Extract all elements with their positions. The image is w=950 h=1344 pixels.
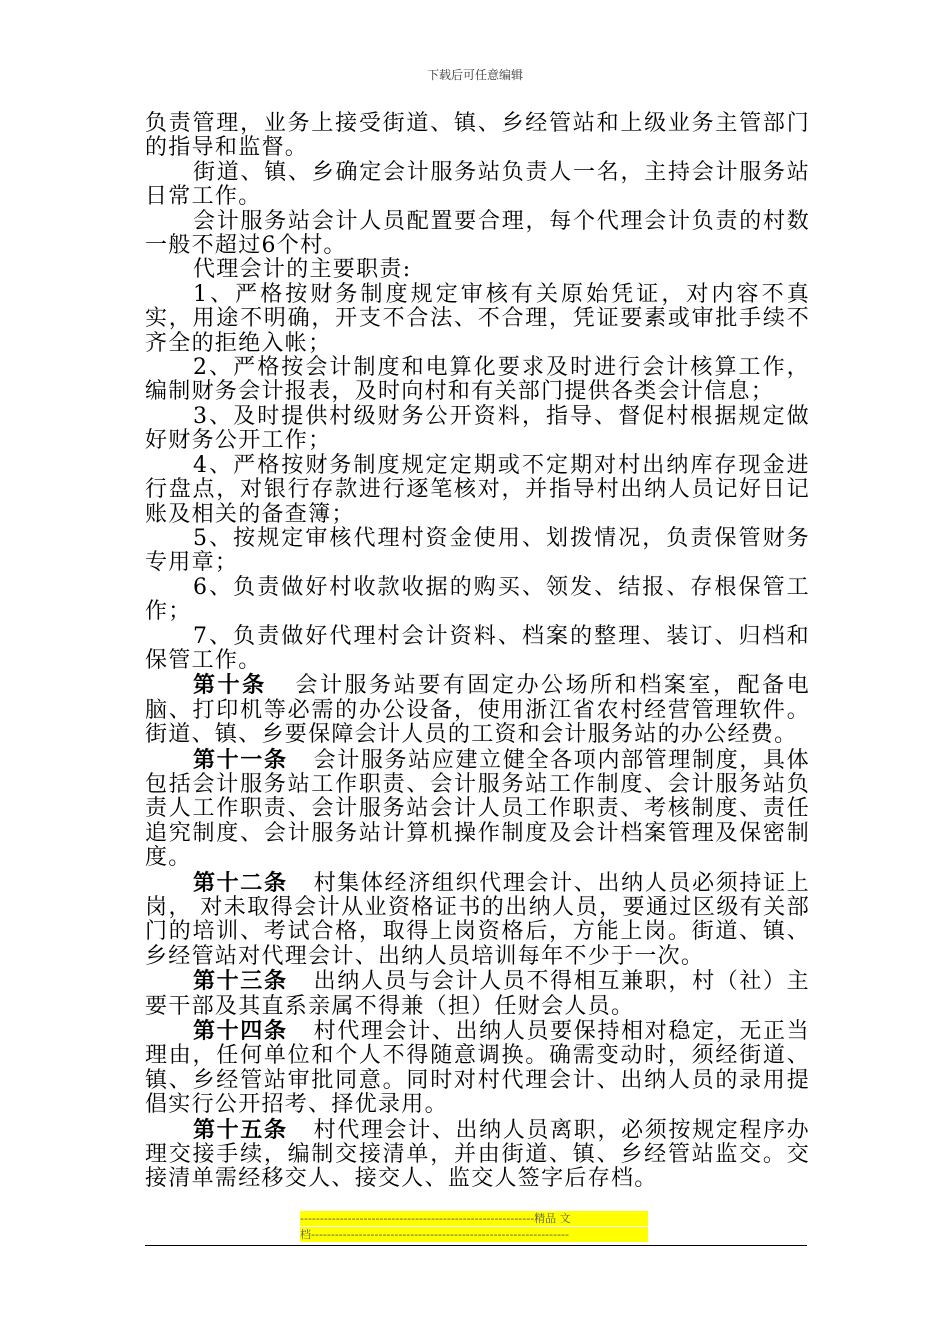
list-item: 5、按规定审核代理村资金使用、划拨情况，负责保管财务专用章；: [145, 525, 810, 576]
footer-rule: [145, 1245, 807, 1246]
list-item: 4、严格按财务制度规定定期或不定期对村出纳库存现金进行盘点，对银行存款进行逐笔核对，并指导村出纳人员记好日记账及相关的备查簿；: [145, 452, 810, 527]
article: [145, 1019, 810, 1118]
article-title: 第十二条: [193, 869, 288, 896]
article-title: 第十三条: [193, 968, 288, 995]
footer-banner-line-1: -----------------------------------------------------------精品 文: [300, 1211, 648, 1226]
article-title: 第十五条: [193, 1116, 288, 1143]
article-title: 第十四条: [193, 1018, 288, 1045]
article: [145, 673, 810, 747]
article-text: 村代理会计、出纳人员离职，必须按规定程序办理交接手续，编制交接清单，并由街道、镇、乡经管站监交。交接清单需经移交人、接交人、监交人签字后存档。: [145, 1117, 810, 1192]
article-text: 村集体经济组织代理会计、出纳人员必须持证上岗， 对未取得会计从业资格证书的出纳人员，要通过区级有关部门的培训、考试合格，取得上岗资格后，方能上岗。街道、镇、乡经管站对代理会计、出纳人员培训每年不少于一次。: [145, 870, 810, 969]
footer-banner-line-2: 档-----------------------------------------------------------------: [300, 1227, 648, 1242]
paragraph: 会计服务站会计人员配置要合理，每个代理会计负责的村数一般不超过6个村。: [145, 208, 810, 259]
article: [145, 871, 810, 970]
document-body: [145, 112, 810, 1192]
article: [145, 1118, 810, 1192]
article-title: 第十条: [193, 672, 267, 699]
list-item: 6、负责做好村收款收据的购买、领发、结报、存根保管工作；: [145, 574, 810, 625]
list-item: 1、严格按财务制度规定审核有关原始凭证，对内容不真实，用途不明确，开支不合法、不合理，凭证要素或审批手续不齐全的拒绝入帐；: [145, 281, 810, 356]
list-item: 2、严格按会计制度和电算化要求及时进行会计核算工作，编制财务会计报表，及时向村和有关部门提供各类会计信息；: [145, 355, 810, 405]
paragraph: 代理会计的主要职责:: [193, 257, 412, 283]
paragraph: 街道、镇、乡确定会计服务站负责人一名，主持会计服务站日常工作。: [145, 159, 810, 210]
list-item: 3、及时提供村级财务公开资料，指导、督促村根据规定做好财务公开工作；: [145, 403, 810, 454]
article-text: 会计服务站要有固定办公场所和档案室，配备电脑、打印机等必需的办公设备，使用浙江省农村经营管理软件。街道、镇、乡要保障会计人员的工资和会计服务站的办公经费。: [145, 673, 810, 748]
article-title: 第十一条: [193, 746, 288, 773]
article-text: 会计服务站应建立健全各项内部管理制度，具体包括会计服务站工作职责、会计服务站工作制度、会计服务站负责人工作职责、会计服务站会计人员工作职责、考核制度、责任追究制度、会计服务站计算机操作制度及会计档案管理及保密制度。: [145, 747, 810, 871]
list-item: 7、负责做好代理村会计资料、档案的整理、装订、归档和保管工作。: [145, 623, 810, 673]
article: [145, 748, 810, 871]
page-header: 下载后可任意编辑: [426, 68, 523, 82]
article-text: 村代理会计、出纳人员要保持相对稳定，无正当理由，任何单位和个人不得随意调换。确需变动时，须经街道、镇、乡经管站审批同意。同时对村代理会计、出纳人员的录用提倡实行公开招考、择优录用。: [145, 1019, 810, 1118]
article-text: 出纳人员与会计人员不得相互兼职，村（社）主要干部及其直系亲属不得兼（担）任财会人员。: [145, 969, 810, 1019]
article: [145, 969, 810, 1019]
paragraph: 负责管理，业务上接受街道、镇、乡经管站和上级业务主管部门的指导和监督。: [145, 111, 810, 161]
